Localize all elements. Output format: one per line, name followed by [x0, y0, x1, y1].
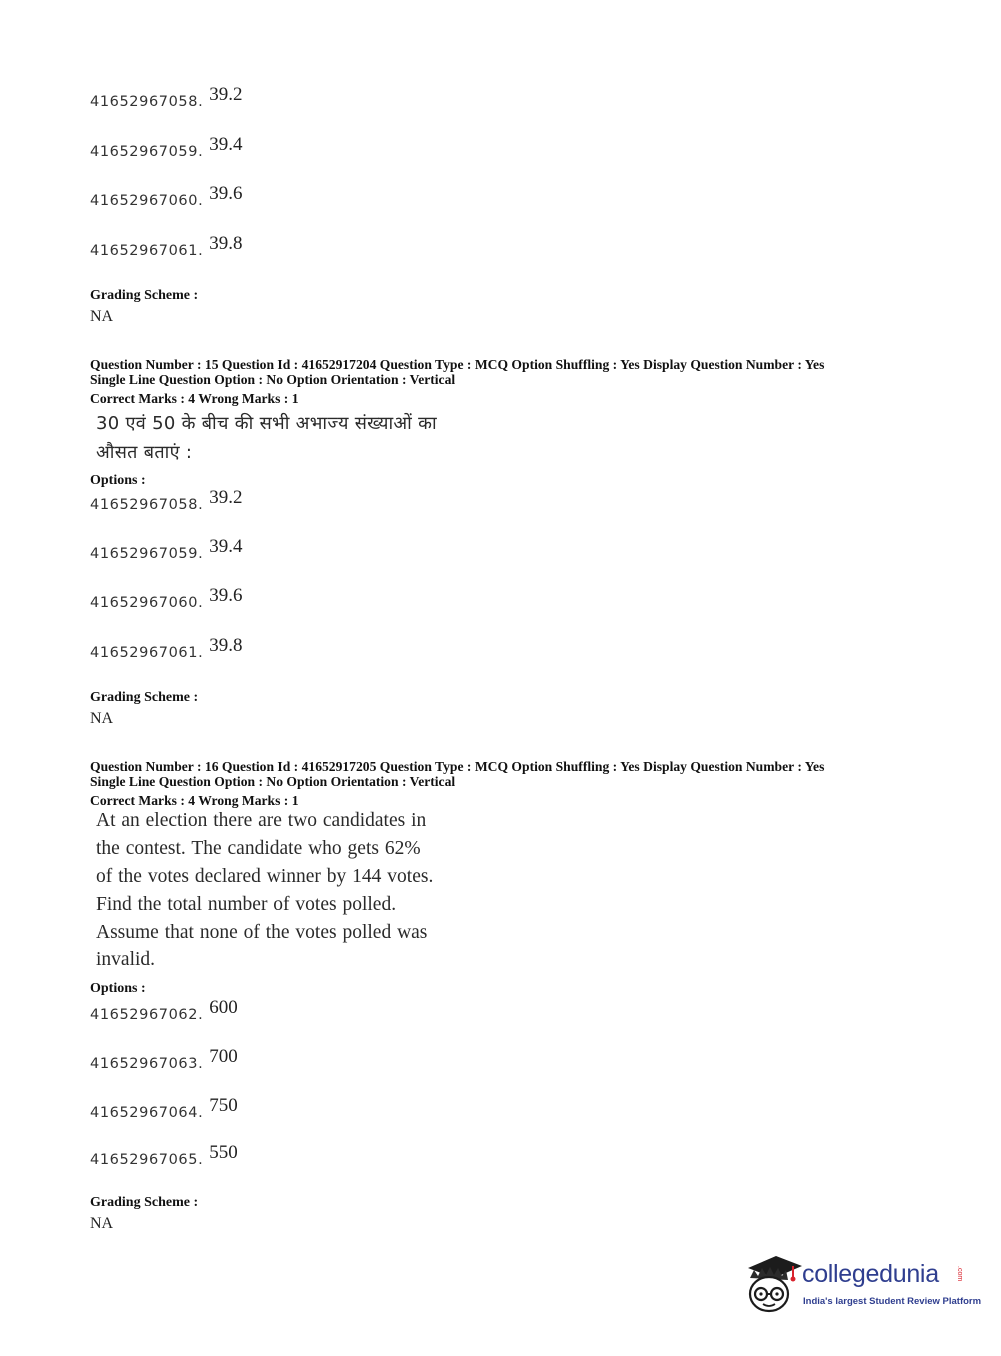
options-label: Options :: [90, 473, 146, 488]
option-row: [90, 84, 243, 114]
option-id: 41652967059.: [90, 144, 204, 160]
option-value: 39.6: [209, 585, 243, 606]
grading-scheme-value: NA: [90, 710, 114, 727]
options-label: Options :: [90, 981, 146, 996]
option-id: 41652967064.: [90, 1105, 204, 1121]
logo-wordmark: collegedunia: [802, 1260, 939, 1288]
option-row: [90, 233, 243, 263]
logo-tagline: India's largest Student Review Platform: [803, 1296, 982, 1307]
question-text-line: At an election there are two candidates in: [96, 810, 427, 831]
option-row: [90, 487, 243, 517]
option-row: [90, 1046, 238, 1076]
option-value: 39.4: [209, 536, 243, 557]
option-value: 39.2: [209, 487, 243, 508]
question-text-line: of the votes declared winner by 144 votes.: [96, 866, 434, 887]
option-row: [90, 183, 243, 213]
option-id: 41652967063.: [90, 1056, 204, 1072]
question-text-line: Find the total number of votes polled.: [96, 894, 397, 915]
question-text-line: औसत बताएं :: [96, 442, 193, 463]
question-meta-line: Question Number : 16 Question Id : 41652917205 Question Type : MCQ Option Shuffling : Yes Display Question Number : Yes: [90, 759, 825, 774]
option-value: 39.8: [209, 233, 243, 254]
question-meta-line: Single Line Question Option : No Option Orientation : Vertical: [90, 372, 456, 387]
grading-scheme-value: NA: [90, 308, 114, 325]
option-value: 600: [209, 997, 238, 1018]
mascot-icon: [742, 1250, 804, 1320]
option-value: 750: [209, 1095, 238, 1116]
question-text-line: Assume that none of the votes polled was: [96, 922, 428, 943]
question-marks: Correct Marks : 4 Wrong Marks : 1: [90, 793, 299, 808]
option-id: 41652967059.: [90, 546, 204, 562]
option-id: 41652967060.: [90, 595, 204, 611]
option-row: [90, 585, 243, 615]
option-row: [90, 635, 243, 665]
collegedunia-logo: [742, 1250, 982, 1320]
question-marks: Correct Marks : 4 Wrong Marks : 1: [90, 391, 299, 406]
question-text-line: invalid.: [96, 949, 156, 970]
option-id: 41652967058.: [90, 94, 204, 110]
option-id: 41652967065.: [90, 1152, 204, 1168]
grading-scheme-label: Grading Scheme :: [90, 1195, 199, 1210]
option-row: [90, 536, 243, 566]
option-id: 41652967058.: [90, 497, 204, 513]
option-value: 39.2: [209, 84, 243, 105]
option-row: [90, 997, 238, 1027]
option-value: 39.6: [209, 183, 243, 204]
option-row: [90, 1095, 238, 1125]
grading-scheme-label: Grading Scheme :: [90, 288, 199, 303]
option-id: 41652967061.: [90, 645, 204, 661]
question-meta-line: Question Number : 15 Question Id : 41652917204 Question Type : MCQ Option Shuffling : Yes Display Question Number : Yes: [90, 357, 825, 372]
question-meta-line: Single Line Question Option : No Option Orientation : Vertical: [90, 774, 456, 789]
option-value: 700: [209, 1046, 238, 1067]
option-row: [90, 1142, 238, 1172]
question-text-line: 30 एवं 50 के बीच की सभी अभाज्य संख्याओं का: [96, 413, 437, 434]
option-value: 550: [209, 1142, 238, 1163]
option-id: 41652967062.: [90, 1007, 204, 1023]
grading-scheme-value: NA: [90, 1215, 114, 1232]
option-value: 39.8: [209, 635, 243, 656]
option-value: 39.4: [209, 134, 243, 155]
option-row: [90, 134, 243, 164]
logo-domain-suffix: .com: [956, 1266, 963, 1282]
question-text-line: the contest. The candidate who gets 62%: [96, 838, 421, 859]
option-id: 41652967060.: [90, 193, 204, 209]
grading-scheme-label: Grading Scheme :: [90, 690, 199, 705]
option-id: 41652967061.: [90, 243, 204, 259]
